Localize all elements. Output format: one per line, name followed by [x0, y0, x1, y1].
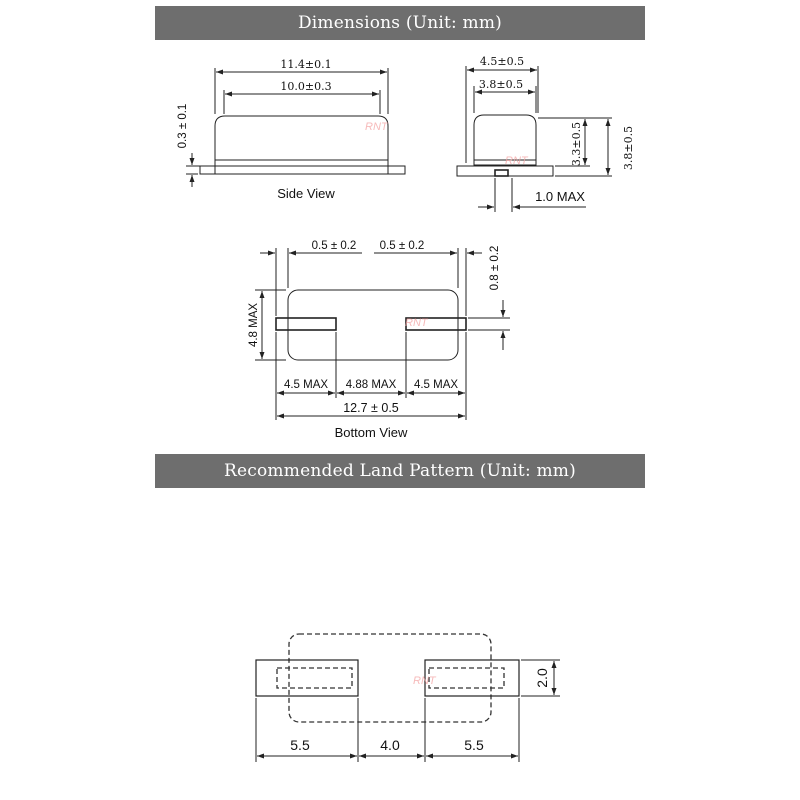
bottom-view — [248, 240, 510, 440]
pad-offset-label: 1.0 MAX — [535, 189, 585, 204]
side-body-outline — [215, 116, 388, 165]
end-body-width-label: 3.8±0.5 — [478, 78, 524, 91]
pad-height-label: 0.8 ± 0.2 — [489, 245, 501, 291]
watermark: RNT — [505, 155, 528, 167]
watermark: RNT — [405, 317, 428, 329]
land-pattern-header: Recommended Land Pattern (Unit: mm) — [155, 454, 645, 488]
left-lead-outline — [277, 668, 352, 688]
end-base-plate — [457, 166, 553, 176]
land-gap-label: 4.0 — [380, 737, 400, 753]
end-overall-width-label: 4.5±0.5 — [479, 55, 525, 68]
right-pad-label: 4.5 MAX — [413, 379, 459, 391]
left-land-pad — [256, 660, 358, 696]
overall-length-label: 11.4±0.1 — [280, 58, 332, 71]
right-land-pad — [425, 660, 519, 696]
side-body-band — [215, 160, 388, 166]
land-pattern-drawing — [256, 634, 560, 762]
bottom-left-lead — [276, 318, 336, 330]
land-height-label: 2.0 — [534, 668, 550, 688]
end-lead — [495, 170, 508, 176]
bottom-view-caption: Bottom View — [334, 425, 408, 440]
bottom-body-outline — [288, 290, 458, 360]
right-gap-label: 0.5 ± 0.2 — [379, 240, 425, 252]
body-length-label: 10.0±0.3 — [280, 80, 332, 93]
component-outline — [289, 634, 491, 722]
end-body-height-label: 3.3±0.5 — [570, 121, 583, 167]
dimensions-header: Dimensions (Unit: mm) — [155, 6, 645, 40]
body-height-label: 4.8 MAX — [248, 302, 260, 348]
end-view — [457, 55, 635, 212]
side-base-plate — [200, 166, 405, 174]
left-land-width-label: 5.5 — [290, 737, 310, 753]
middle-label: 4.88 MAX — [345, 379, 397, 391]
left-pad-label: 4.5 MAX — [283, 379, 329, 391]
overall-width-label: 12.7 ± 0.5 — [343, 401, 399, 415]
left-gap-label: 0.5 ± 0.2 — [311, 240, 357, 252]
right-lead-outline — [429, 668, 504, 688]
base-thickness-label: 0.3 ± 0.1 — [177, 103, 189, 149]
watermark: RNT — [413, 675, 436, 687]
watermark: RNT — [365, 121, 388, 133]
end-overall-height-label: 3.8±0.5 — [622, 125, 635, 171]
right-land-width-label: 5.5 — [464, 737, 484, 753]
side-view-caption: Side View — [277, 186, 335, 201]
side-view — [177, 58, 405, 201]
